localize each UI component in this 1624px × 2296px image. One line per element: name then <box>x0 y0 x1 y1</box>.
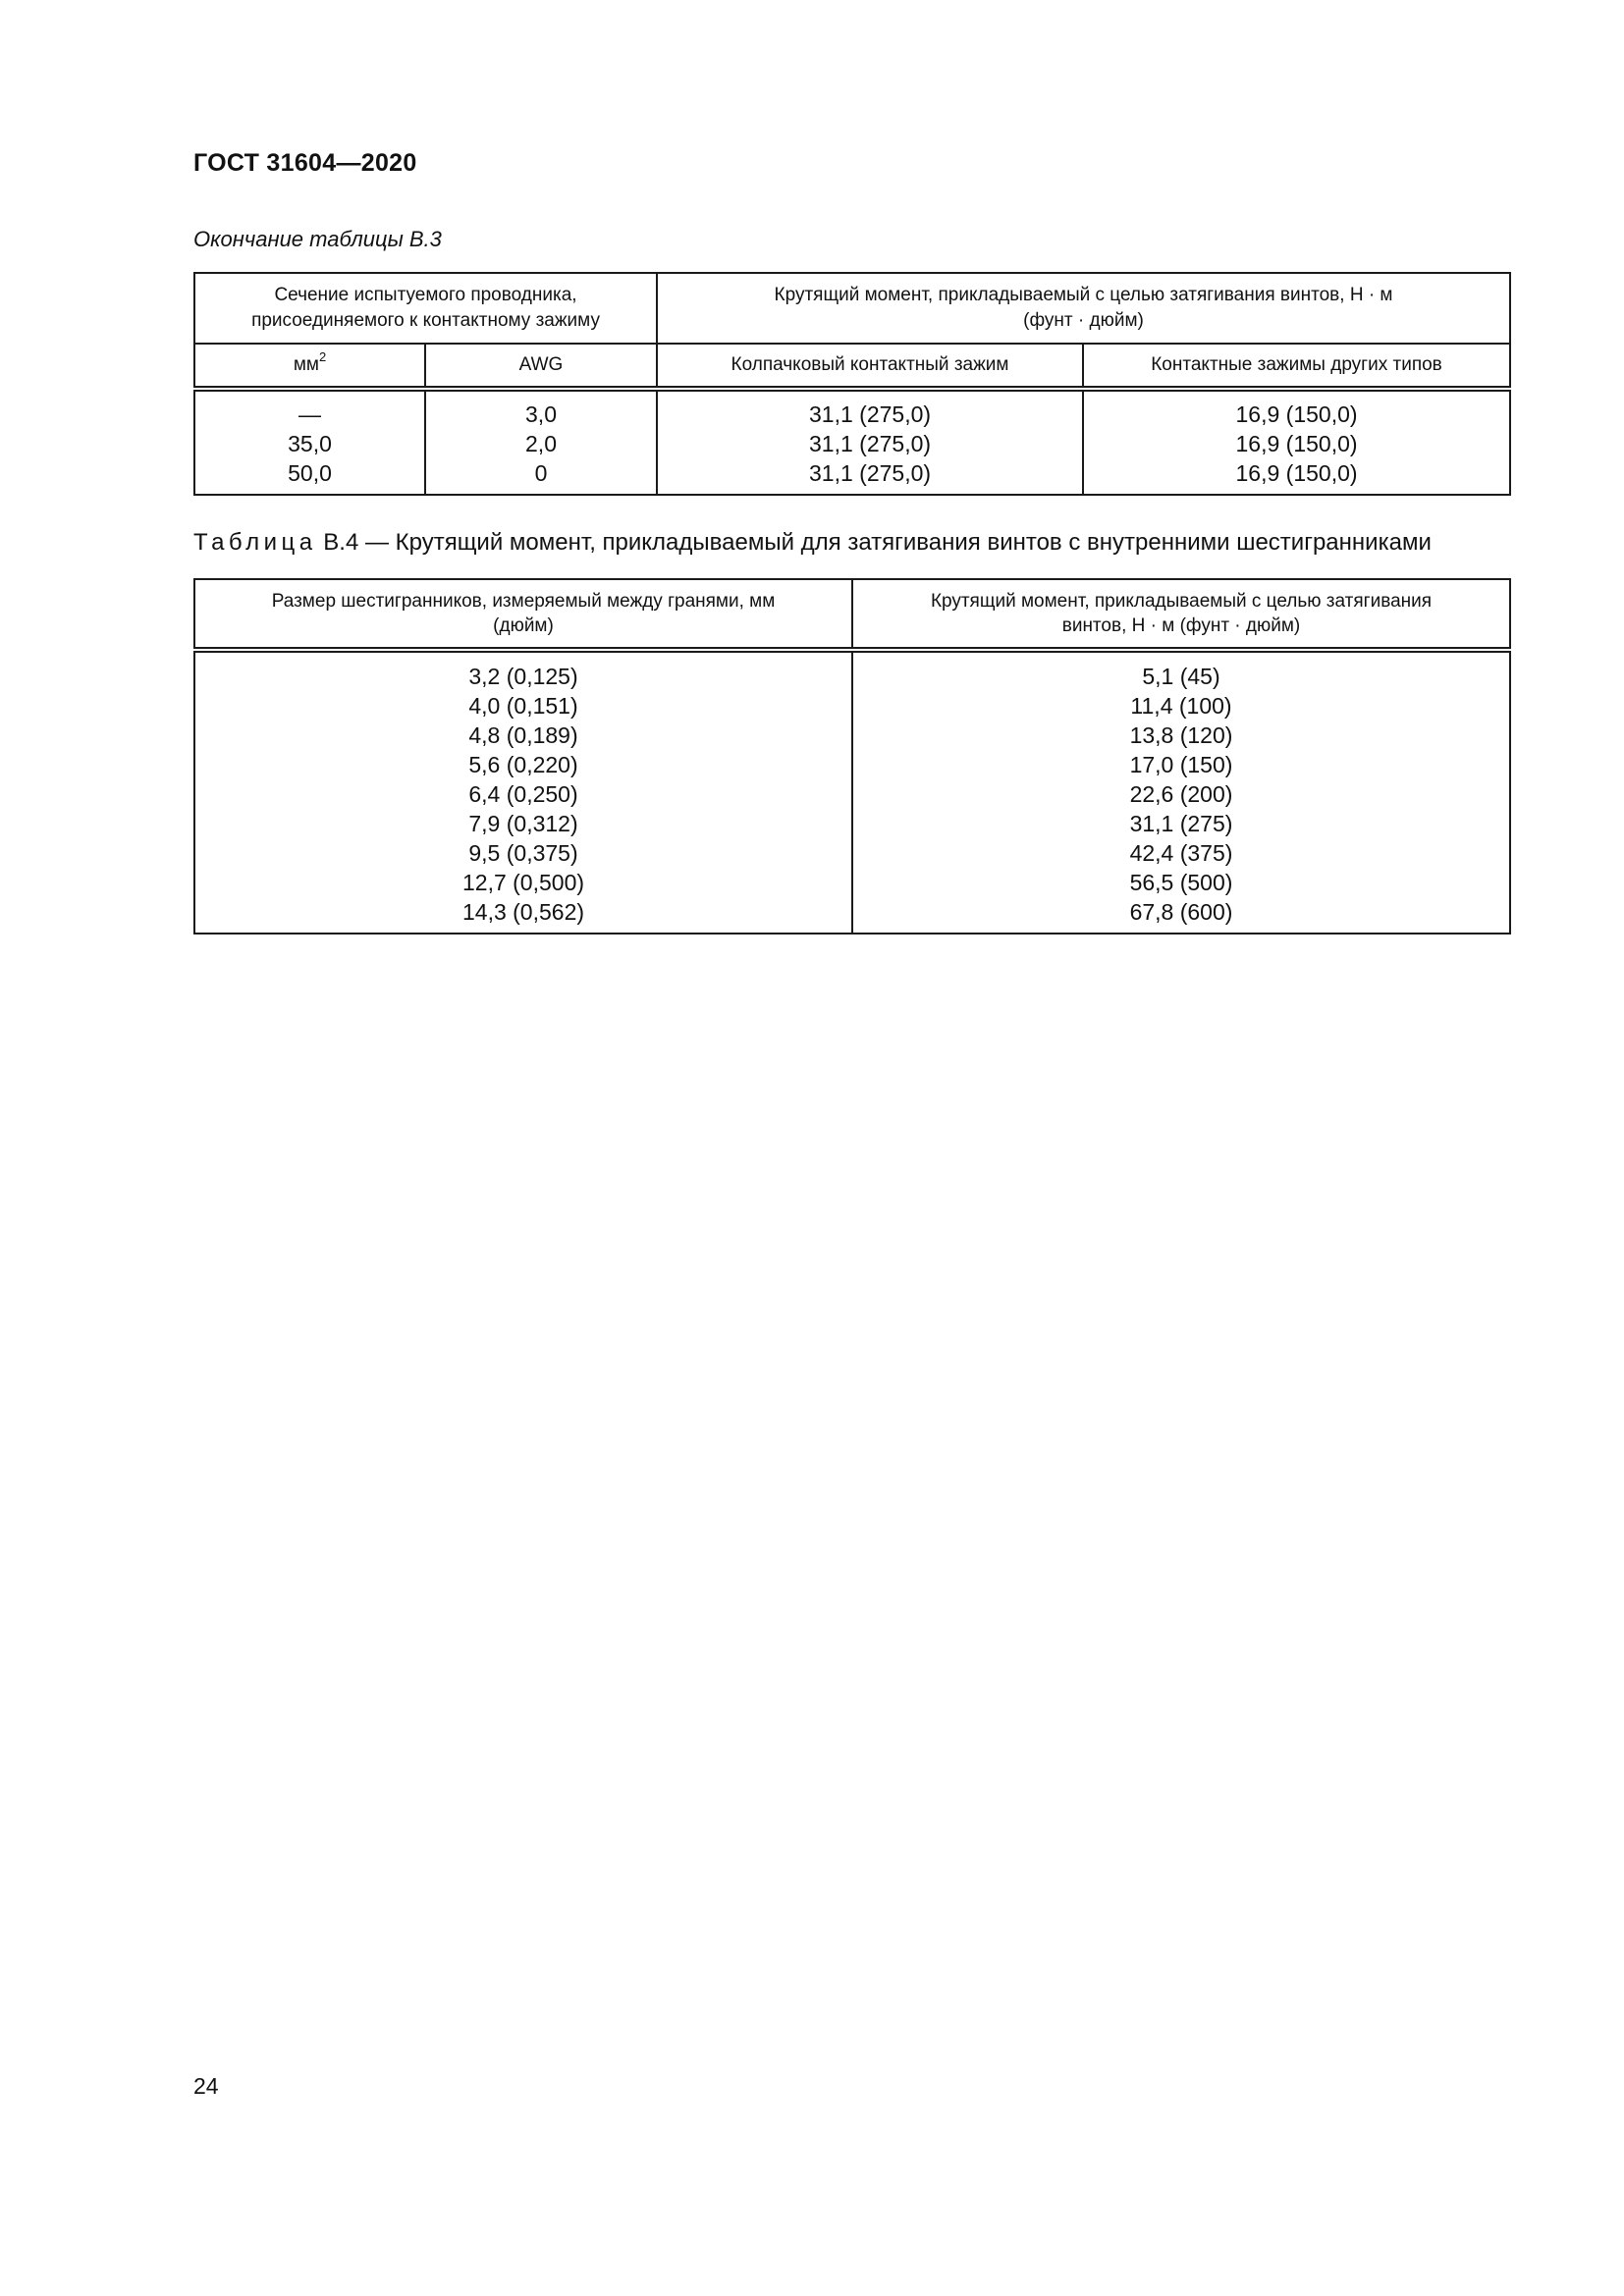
b3-header-left-line: Сечение испытуемого проводника, <box>274 285 577 305</box>
b4-header-left-line: (дюйм) <box>493 615 554 636</box>
table-cell: 67,8 (600) <box>1129 899 1233 925</box>
table-cell: 56,5 (500) <box>1129 870 1233 895</box>
table-cell: 31,1 (275,0) <box>809 460 932 486</box>
table-cell: 22,6 (200) <box>1129 781 1233 807</box>
table-cell: 14,3 (0,562) <box>461 899 585 925</box>
b3-header-torque <box>657 273 1510 344</box>
table-cell: 11,4 (100) <box>1130 693 1232 719</box>
table-cell: 9,5 (0,375) <box>468 840 578 866</box>
b4-header-hex-size <box>194 579 852 650</box>
table-cell: 17,0 (150) <box>1129 752 1233 777</box>
b3-header-conductor-section <box>194 273 657 344</box>
b3-column-mm <box>194 389 425 495</box>
table-cell: 31,1 (275) <box>1129 811 1233 836</box>
table-cell: 31,1 (275,0) <box>809 431 932 456</box>
unit-mm-exponent: 2 <box>318 349 327 364</box>
table-cell: 7,9 (0,312) <box>468 811 578 836</box>
table-b4 <box>193 578 1511 934</box>
table-cell: 2,0 <box>525 431 557 456</box>
caption-prefix: Таблица <box>193 529 317 556</box>
table-cell: 16,9 (150,0) <box>1235 401 1358 427</box>
table-b3 <box>193 272 1511 496</box>
table-cell: 3,0 <box>525 401 557 427</box>
b3-header-left-line: присоединяемого к контактному зажиму <box>251 310 600 331</box>
b3-column-cap <box>657 389 1083 495</box>
table-b4-caption <box>193 529 1432 557</box>
b4-header-right-line: винтов, Н · м (фунт · дюйм) <box>1061 615 1301 636</box>
document-header: ГОСТ 31604—2020 <box>193 149 417 177</box>
table-cell: 16,9 (150,0) <box>1235 460 1358 486</box>
table-cell: 5,6 (0,220) <box>468 752 578 777</box>
b3-column-awg <box>425 389 657 495</box>
b3-subheader-other-terminals: Контактные зажимы других типов <box>1083 344 1510 389</box>
b3-subheader-mm <box>194 344 425 389</box>
b4-header-torque <box>852 579 1510 650</box>
table-cell: 3,2 (0,125) <box>468 664 578 689</box>
b4-column-torque <box>852 650 1510 934</box>
table-cell: 50,0 <box>288 460 332 486</box>
b3-column-other <box>1083 389 1510 495</box>
b3-header-right-line: (фунт · дюйм) <box>1023 310 1144 331</box>
table-cell: 31,1 (275,0) <box>809 401 932 427</box>
b3-subheader-cap-terminal: Колпачковый контактный зажим <box>657 344 1083 389</box>
b4-column-size <box>194 650 852 934</box>
table-cell: 42,4 (375) <box>1129 840 1233 866</box>
table-cell: 6,4 (0,250) <box>468 781 578 807</box>
table-cell: 12,7 (0,500) <box>461 870 585 895</box>
table-cell: 0 <box>534 460 548 486</box>
caption-text: В.4 — Крутящий момент, прикладываемый для затягивания винтов с внутренними шестигранниками <box>323 529 1432 556</box>
table-cell: 4,8 (0,189) <box>468 722 578 748</box>
table-cell: — <box>298 401 321 427</box>
table-cell: 16,9 (150,0) <box>1235 431 1358 456</box>
unit-mm: мм <box>293 354 319 375</box>
b4-header-left-line: Размер шестигранников, измеряемый между гранями, мм <box>271 591 776 612</box>
table-cell: 4,0 (0,151) <box>468 693 578 719</box>
table-cell: 35,0 <box>288 431 332 456</box>
table-cell: 5,1 (45) <box>1142 664 1220 689</box>
b3-subheader-awg: AWG <box>425 344 657 389</box>
table-continuation-label: Окончание таблицы В.3 <box>193 227 442 251</box>
page-number: 24 <box>193 2073 219 2099</box>
table-cell: 13,8 (120) <box>1129 722 1233 748</box>
b3-header-right-line: Крутящий момент, прикладываемый с целью затягивания винтов, Н · м <box>774 285 1393 305</box>
b4-header-right-line: Крутящий момент, прикладываемый с целью затягивания <box>930 591 1433 612</box>
